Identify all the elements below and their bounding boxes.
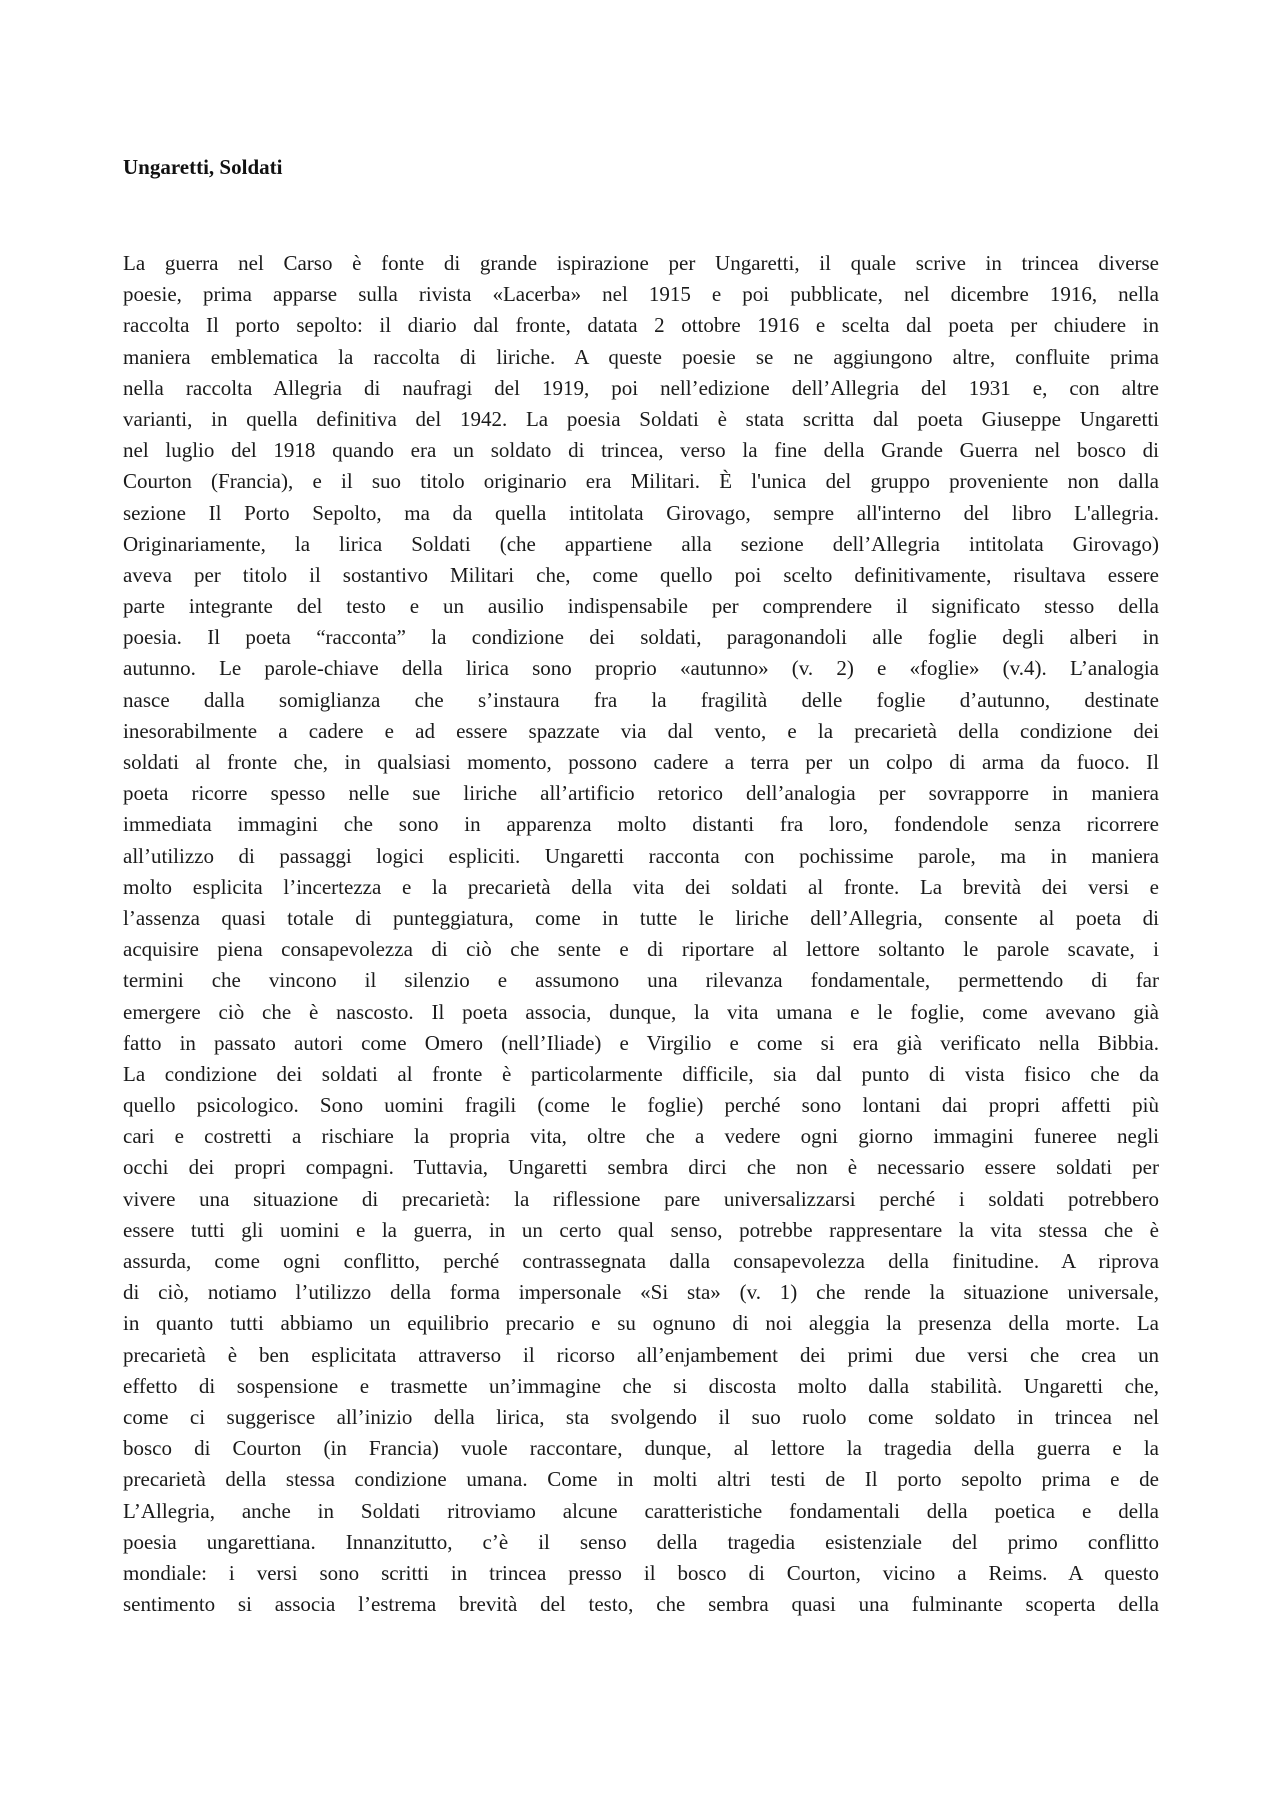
- body-line: assurda, come ogni conflitto, perché contrassegnata dalla consapevolezza della finitudine. A riprova: [123, 1249, 1159, 1273]
- body-line: effetto di sospensione e trasmette un’immagine che si discosta molto dalla stabilità. Ungaretti che,: [123, 1373, 1159, 1398]
- body-line: mondiale: i versi sono scritti in trincea presso il bosco di Courton, vicino a Reims. A questo: [123, 1560, 1159, 1585]
- body-line: nella raccolta Allegria di naufragi del 1919, poi nell’edizione dell’Allegria del 1931 e, con altre: [123, 375, 1159, 400]
- body-line: poesie, prima apparse sulla rivista «Lacerba» nel 1915 e poi pubblicate, nel dicembre 1916, nella: [123, 282, 1159, 307]
- body-line: sentimento si associa l’estrema brevità del testo, che sembra quasi una fulminante scoperta della: [123, 1592, 1159, 1617]
- body-line: aveva per titolo il sostantivo Militari che, come quello poi scelto definitivamente, risultava essere: [123, 562, 1159, 587]
- body-line: Originariamente, la lirica Soldati (che appartiene alla sezione dell’Allegria intitolata Girovago): [123, 531, 1159, 556]
- body-line: all’utilizzo di passaggi logici espliciti. Ungaretti racconta con pochissime parole, ma in maniera: [123, 843, 1159, 868]
- body-line: termini che vincono il silenzio e assumono una rilevanza fondamentale, permettendo di far: [123, 968, 1159, 993]
- body-line: raccolta Il porto sepolto: il diario dal fronte, datata 2 ottobre 1916 e scelta dal poeta per chiudere in: [123, 313, 1159, 338]
- body-line: occhi dei propri compagni. Tuttavia, Ungaretti sembra dirci che non è necessario essere soldati per: [123, 1155, 1159, 1180]
- body-line: poeta ricorre spesso nelle sue liriche all’artificio retorico dell’analogia per sovrapporre in maniera: [123, 781, 1159, 806]
- body-line: fatto in passato autori come Omero (nell’Iliade) e Virgilio e come si era già verificato nella Bibbia.: [123, 1030, 1159, 1055]
- body-line: essere tutti gli uomini e la guerra, in un certo qual senso, potrebbe rappresentare la vita stessa che è: [123, 1217, 1159, 1242]
- body-line: l’assenza quasi totale di punteggiatura, come in tutte le liriche dell’Allegria, consente al poeta di: [123, 905, 1159, 930]
- body-line: quello psicologico. Sono uomini fragili (come le foglie) perché sono lontani dai propri affetti più: [123, 1093, 1159, 1118]
- body-line: La condizione dei soldati al fronte è particolarmente difficile, sia dal punto di vista fisico che da: [123, 1061, 1159, 1086]
- body-line: soldati al fronte che, in qualsiasi momento, possono cadere a terra per un colpo di arma da fuoco. Il: [123, 750, 1159, 774]
- body-line: maniera emblematica la raccolta di liriche. A queste poesie se ne aggiungono altre, confluite prima: [123, 344, 1159, 369]
- body-line: come ci suggerisce all’inizio della lirica, sta svolgendo il suo ruolo come soldato in trincea nel: [123, 1404, 1159, 1429]
- body-line: immediata immagini che sono in apparenza molto distanti fra loro, fondendole senza ricorrere: [123, 812, 1159, 837]
- body-line: bosco di Courton (in Francia) vuole raccontare, dunque, al lettore la tragedia della guerra e la: [123, 1436, 1159, 1461]
- body-line: nasce dalla somiglianza che s’instaura fra la fragilità delle foglie d’autunno, destinate: [123, 687, 1159, 712]
- body-line: inesorabilmente a cadere e ad essere spazzate via dal vento, e la precarietà della condizione dei: [123, 718, 1159, 743]
- body-line: sezione Il Porto Sepolto, ma da quella intitolata Girovago, sempre all'interno del libro L'allegria.: [123, 500, 1159, 525]
- body-line: molto esplicita l’incertezza e la precarietà della vita dei soldati al fronte. La brevità dei versi e: [123, 874, 1159, 899]
- body-line: L’Allegria, anche in Soldati ritroviamo alcune caratteristiche fondamentali della poetica e della: [123, 1498, 1159, 1523]
- body-line: acquisire piena consapevolezza di ciò che sente e di riportare al lettore soltanto le parole scavate, i: [123, 937, 1159, 962]
- body-line: Courton (Francia), e il suo titolo originario era Militari. È l'unica del gruppo proveniente non dalla: [123, 469, 1159, 494]
- body-line: autunno. Le parole-chiave della lirica sono proprio «autunno» (v. 2) e «foglie» (v.4). L’analogia: [123, 656, 1159, 681]
- body-line: precarietà della stessa condizione umana. Come in molti altri testi de Il porto sepolto prima e de: [123, 1467, 1159, 1492]
- document-title: Ungaretti, Soldati: [123, 155, 283, 179]
- body-line: nel luglio del 1918 quando era un soldato di trincea, verso la fine della Grande Guerra nel bosco di: [123, 438, 1159, 463]
- body-line: varianti, in quella definitiva del 1942. La poesia Soldati è stata scritta dal poeta Giuseppe Ungaretti: [123, 406, 1159, 431]
- body-line: parte integrante del testo e un ausilio indispensabile per comprendere il significato stesso della: [123, 594, 1159, 619]
- document-body: [123, 248, 1159, 1620]
- body-line: vivere una situazione di precarietà: la riflessione pare universalizzarsi perché i soldati potrebbero: [123, 1186, 1159, 1211]
- body-line: emergere ciò che è nascosto. Il poeta associa, dunque, la vita umana e le foglie, come avevano già: [123, 999, 1159, 1024]
- body-line: poesia ungarettiana. Innanzitutto, c’è il senso della tragedia esistenziale del primo conflitto: [123, 1529, 1159, 1554]
- body-line: precarietà è ben esplicitata attraverso il ricorso all’enjambement dei primi due versi che crea un: [123, 1342, 1159, 1367]
- body-line: in quanto tutti abbiamo un equilibrio precario e su ognuno di noi aleggia la presenza della morte. La: [123, 1311, 1159, 1336]
- body-line: La guerra nel Carso è fonte di grande ispirazione per Ungaretti, il quale scrive in trincea diverse: [123, 251, 1159, 275]
- body-line: poesia. Il poeta “racconta” la condizione dei soldati, paragonandoli alle foglie degli alberi in: [123, 625, 1159, 650]
- body-line: di ciò, notiamo l’utilizzo della forma impersonale «Si sta» (v. 1) che rende la situazione universale,: [123, 1280, 1159, 1305]
- body-line: cari e costretti a rischiare la propria vita, oltre che a vedere ogni giorno immagini funeree negli: [123, 1124, 1159, 1149]
